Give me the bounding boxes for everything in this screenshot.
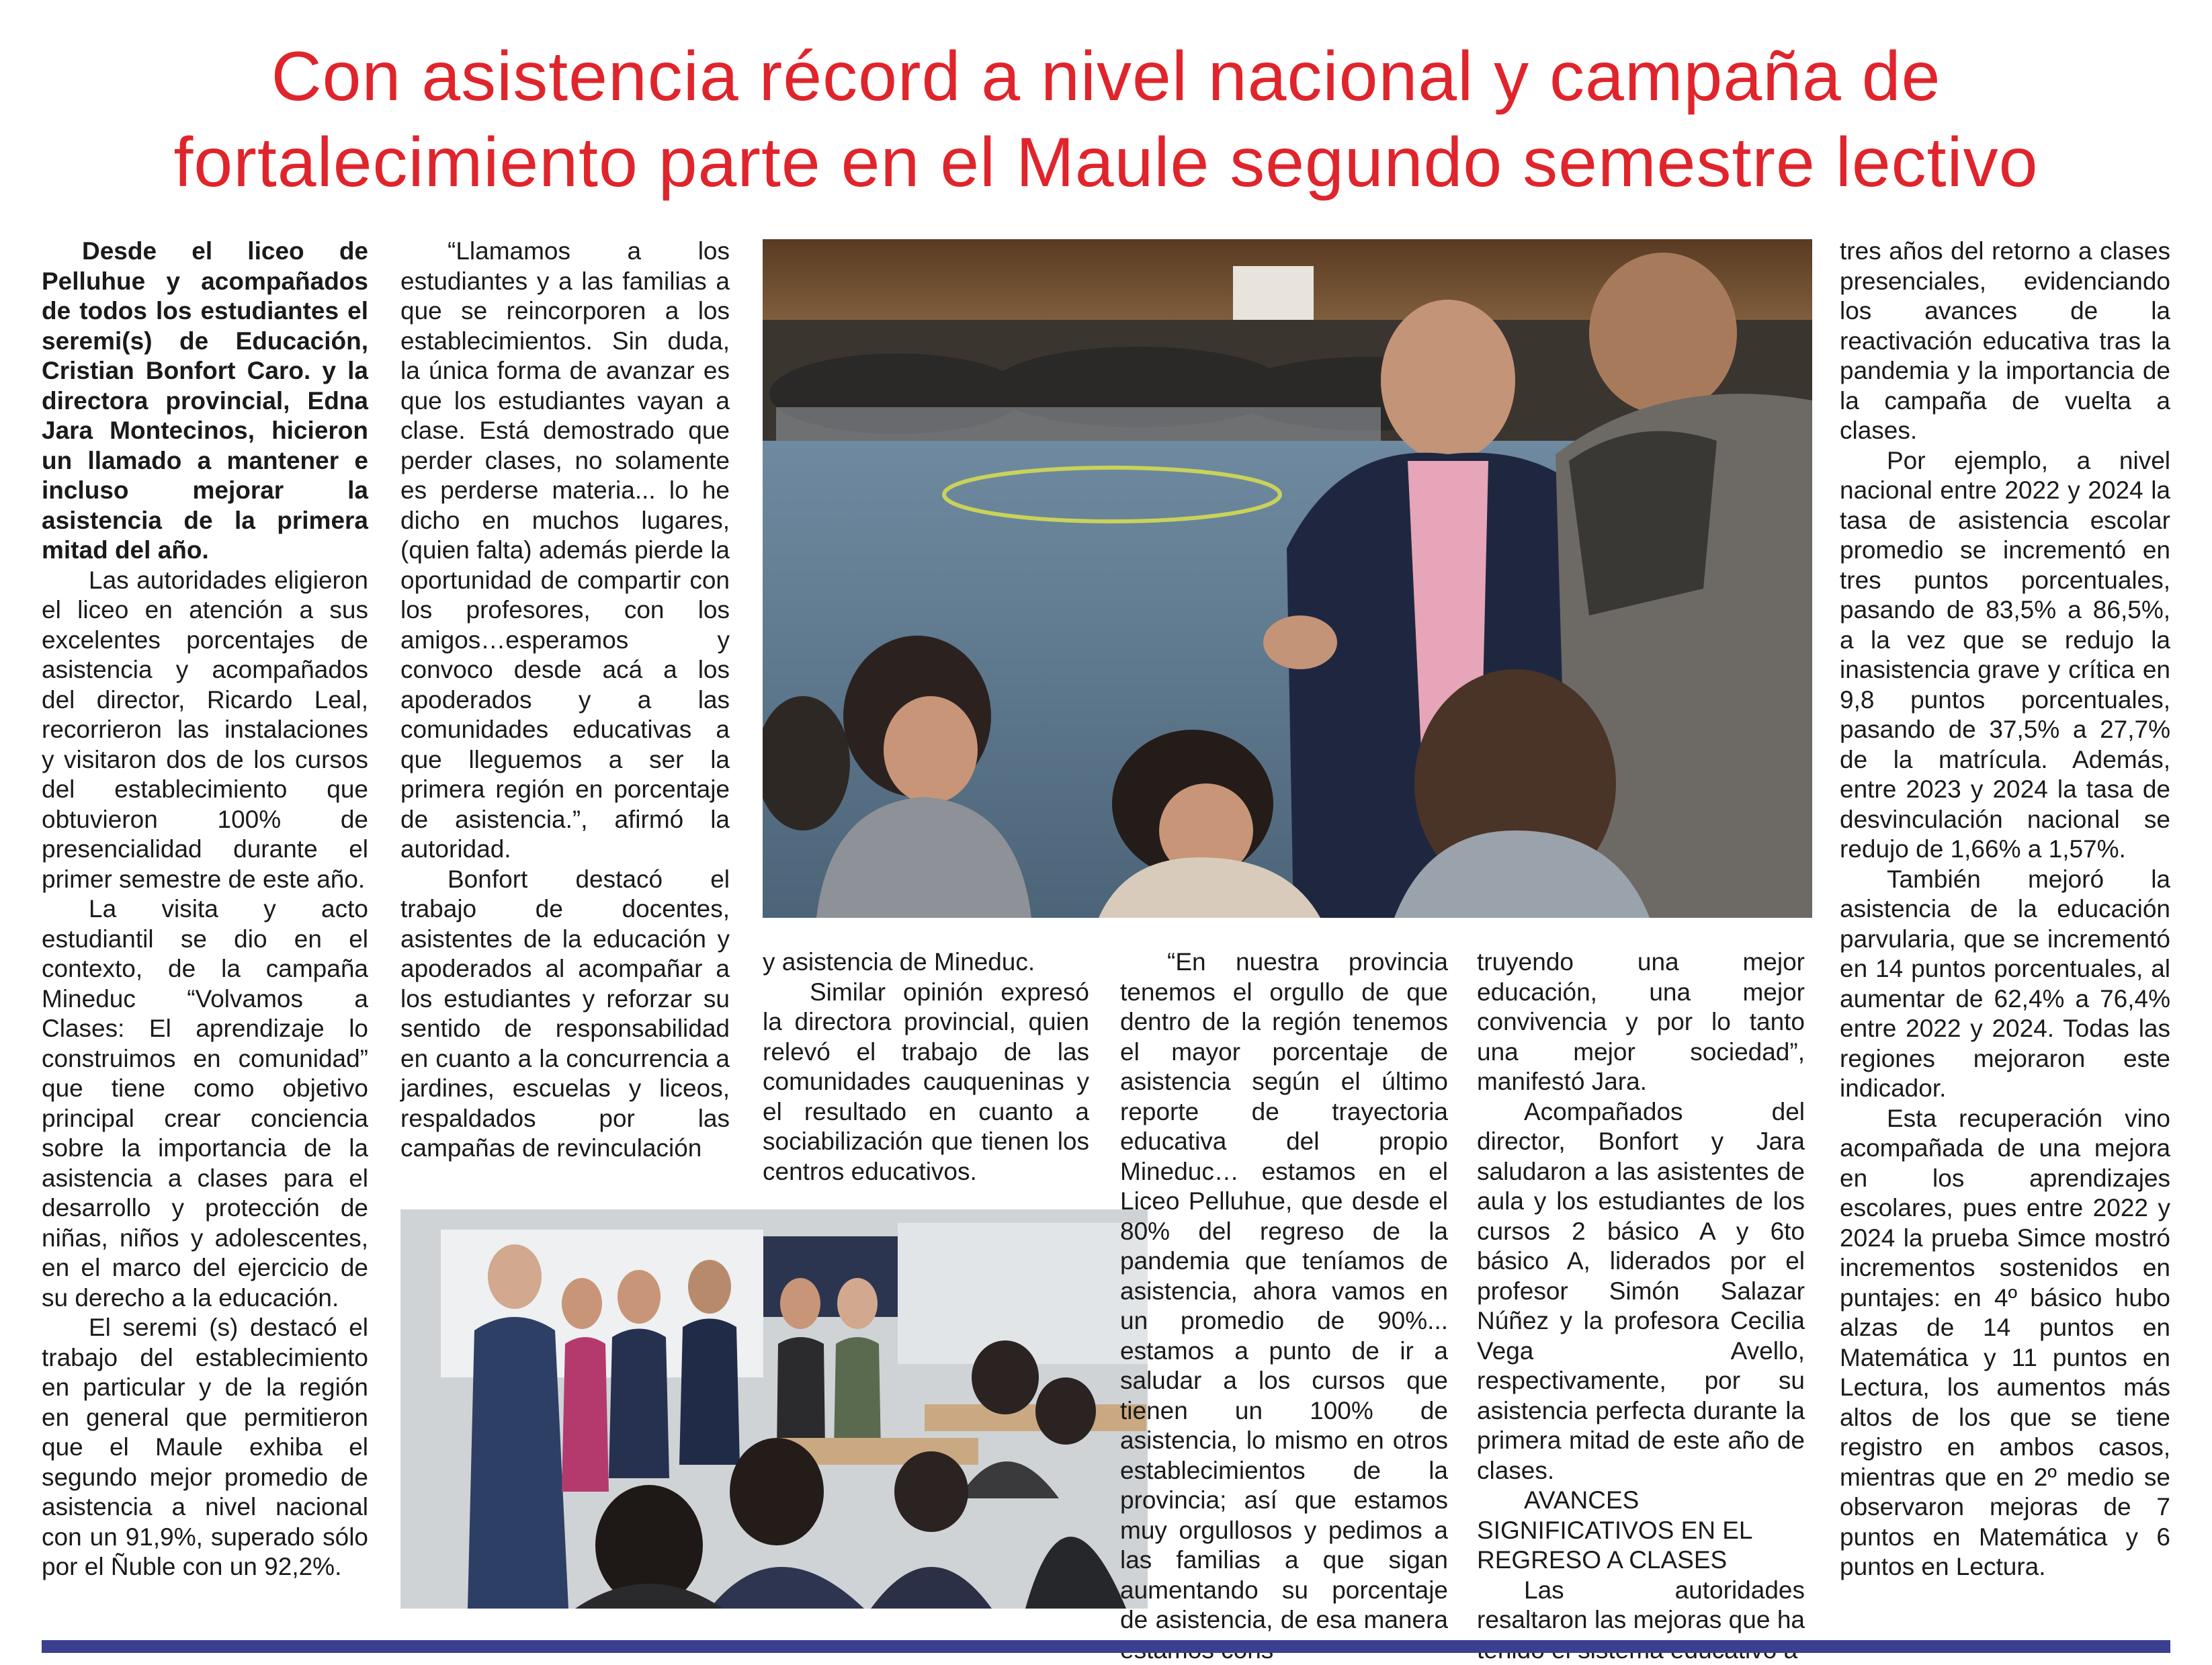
- body-paragraph: truyendo una mejor educación, una mejor convivencia y por lo tanto una mejor sociedad”, manifestó Jara.: [1477, 947, 1805, 1097]
- article-column-4: [1120, 947, 1448, 1665]
- body-paragraph: Esta recuperación vino acompañada de una mejora en los aprendizajes escolares, pues entre 2022 y 2024 la prueba Simce mostró incrementos sostenidos en puntajes: en 4º básico hubo alzas de 14 puntos en Matemática y 11 puntos en Lectura, los aumentos más altos de los que se tiene registro en ambos casos, mientras que en 2º medio se observaron mejoras de 7 puntos en Matemática y 6 puntos en Lectura.: [1840, 1104, 2170, 1582]
- main-photo: [763, 239, 1812, 918]
- headline-line-1: Con asistencia récord a nivel nacional y campaña de: [27, 34, 2185, 120]
- quote-paragraph: “En nuestra provincia tenemos el orgullo de que dentro de la región tenemos el mayor porcentaje de asistencia según el último reporte de trayectoria educativa del propio Mineduc… estamos en el Liceo Pelluhue, que desde el 80% del regreso de la pandemia que teníamos de asistencia, ahora vamos en un promedio de 90%... estamos a punto de ir a saludar a los cursos que tienen un 100% de asistencia, lo mismo en otros establecimientos de la provincia; así que estamos muy orgullosos y pedimos a las familias a que sigan aumentando su porcentaje de asistencia, de esa manera: [1120, 947, 1448, 1665]
- body-paragraph: y asistencia de Mineduc.: [763, 947, 1089, 978]
- footer-rule: [42, 1640, 2170, 1653]
- body-paragraph: Similar opinión expresó la directora provincial, quien relevó el trabajo de las comunidades cauqueninas y el resultado en cuanto a sociabilización que tienen los centros educativos.: [763, 978, 1089, 1187]
- body-paragraph: Por ejemplo, a nivel nacional entre 2022 y 2024 la tasa de asistencia escolar promedio se incrementó en tres puntos porcentuales, pasando de 83,5% a 86,5%, a la vez que se redujo la inasistencia grave y crítica en 9,8 puntos porcentuales, pasando de 37,5% a 27,7% de la matrícula. Además, entre 2023 y 2024 la tasa de desvinculación nacional se redujo de 1,66% a 1,57%.: [1840, 446, 2170, 865]
- body-paragraph: La visita y acto estudiantil se dio en el contexto, de la campaña Mineduc “Volvamos a Clases: El aprendizaje lo construimos en comunidad” que tiene como objetivo principal crear conciencia sobre la importancia de la asistencia a clases para el desarrollo y protección de niñas, niños y adolescentes, en el marco del ejercicio de su derecho a la educación.: [42, 894, 368, 1313]
- body-paragraph: Acompañados del director, Bonfort y Jara saludaron a las asistentes de aula y los estudiantes de los cursos 2 básico A y 6to básico A, liderados por el profesor Simón Salazar Núñez y la profesora Cecilia Vega Avello, respectivamente, por su asistencia perfecta durante la primera mitad de este año de clases.: [1477, 1097, 1805, 1486]
- article-column-1: [42, 237, 368, 1582]
- headline-line-2: fortalecimiento parte en el Maule segundo semestre lectivo: [27, 120, 2185, 206]
- article-column-3: [763, 947, 1089, 1187]
- lead-paragraph: Desde el liceo de Pelluhue y acompañados de todos los estudiantes el seremi(s) de Educación, Cristian Bonfort Caro. y la directora provincial, Edna Jara Montecinos, hicieron un llamado a mantener e incluso mejorar la asistencia de la primera mitad del año.: [42, 237, 368, 566]
- section-subheading: AVANCES SIGNIFICATIVOS EN EL REGRESO A CLASES: [1477, 1486, 1805, 1576]
- headline: [27, 34, 2185, 206]
- quote-paragraph: “Llamamos a los estudiantes y a las familias a que se reincorporen a los establecimientos. Sin duda, la única forma de avanzar es que los estudiantes vayan a clase. Está demostrado que perder clases, no solamente es perderse materia... lo he dicho en muchos lugares, (quien falta) además pierde la oportunidad de compartir con los profesores, con los amigos…esperamos y convoco desde acá a los apoderados y a las comunidades educativas a que lleguemos a ser la primera región en porcentaje de asistencia.”, afirmó la autoridad.: [400, 237, 730, 865]
- classroom-photo: [400, 1209, 1148, 1609]
- body-paragraph: tres años del retorno a clases presenciales, evidenciando los avances de la reactivación educativa tras la pandemia y la importancia de la campaña de vuelta a clases.: [1840, 237, 2170, 446]
- body-paragraph: El seremi (s) destacó el trabajo del establecimiento en particular y de la región en general que permitieron que el Maule exhiba el segundo mejor promedio de asistencia a nivel nacional con un 91,9%, superado sólo por el Ñuble con un 92,2%.: [42, 1313, 368, 1582]
- body-paragraph: Las autoridades resaltaron las mejoras que ha: [1477, 1576, 1805, 1665]
- body-paragraph: Bonfort destacó el trabajo de docentes, asistentes de la educación y apoderados al acompañar a los estudiantes y reforzar su sentido de responsabilidad en cuanto a la concurrencia a jardines, escuelas y liceos, respaldados por las campañas de revinculación: [400, 865, 730, 1164]
- article-column-2: [400, 237, 730, 1164]
- body-paragraph: Las autoridades eligieron el liceo en atención a sus excelentes porcentajes de asistencia y acompañados del director, Ricardo Leal, recorrieron las instalaciones y visitaron dos de los cursos del establecimiento que obtuvieron 100% de presencialidad durante el primer semestre de este año.: [42, 566, 368, 895]
- body-paragraph: También mejoró la asistencia de la educación parvularia, que se incrementó en 14 puntos porcentuales, al aumentar de 62,4% a 76,4% entre 2022 y 2024. Todas las regiones mejoraron este indicador.: [1840, 865, 2170, 1104]
- article-column-6: [1840, 237, 2170, 1582]
- article-column-5: [1477, 947, 1805, 1665]
